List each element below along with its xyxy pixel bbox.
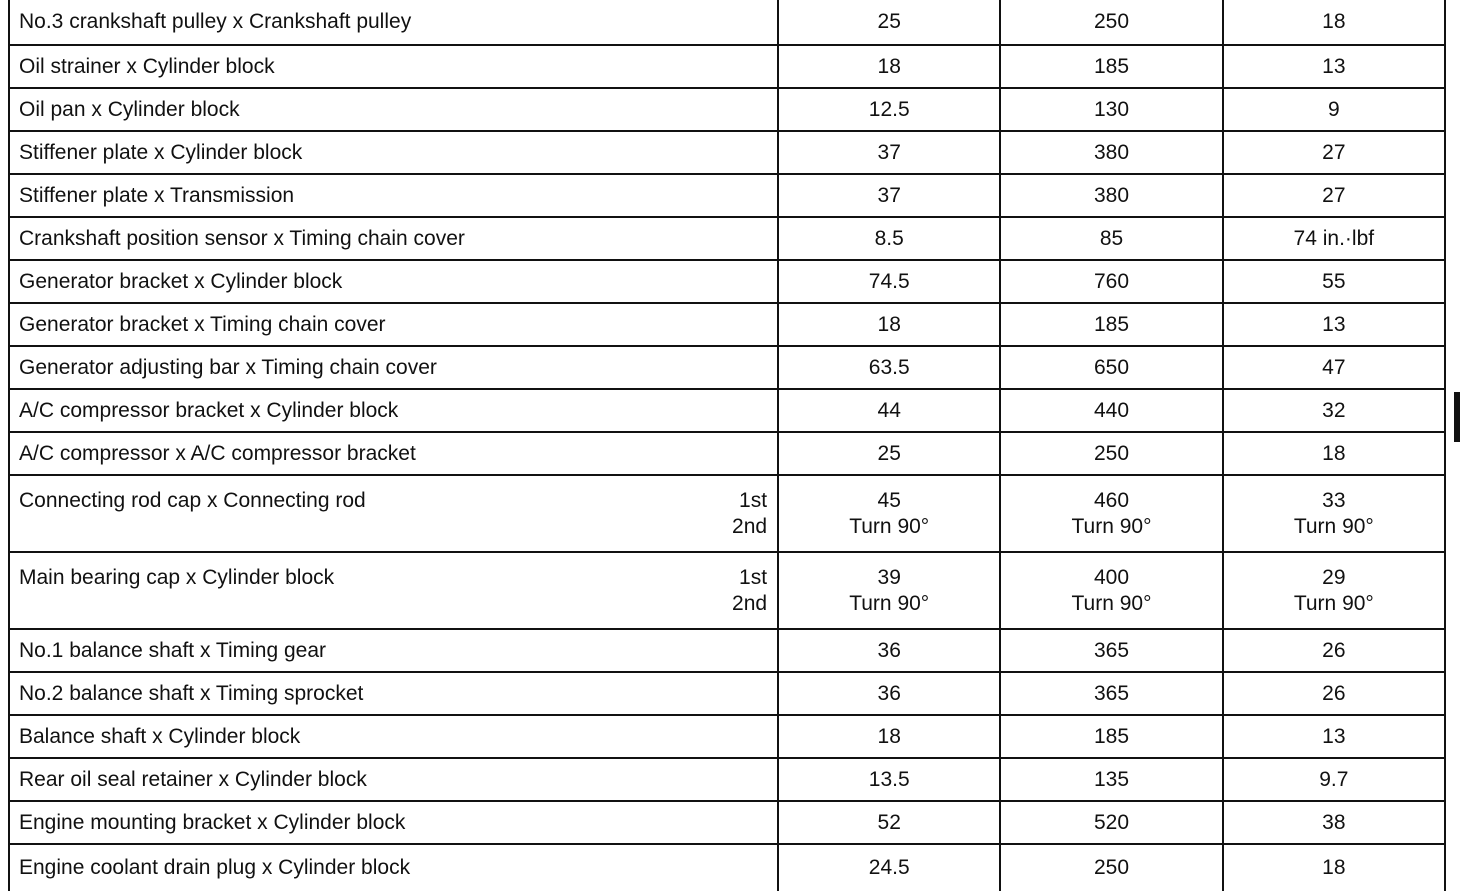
step-label-2nd: 2nd bbox=[732, 591, 768, 615]
torque-value-2nd: Turn 90° bbox=[1293, 591, 1374, 615]
torque-ft-lbf: 27 bbox=[1223, 131, 1445, 174]
torque-value-2nd: Turn 90° bbox=[849, 514, 930, 538]
torque-nm: 25 bbox=[778, 0, 1000, 45]
torque-ft-lbf: 13 bbox=[1223, 45, 1445, 88]
torque-kgf-cm: 760 bbox=[1000, 260, 1222, 303]
torque-ft-lbf: 26 bbox=[1223, 629, 1445, 672]
torque-nm bbox=[778, 552, 1000, 629]
table-row bbox=[9, 217, 1445, 260]
torque-spec-table bbox=[8, 0, 1446, 891]
torque-value-2nd: Turn 90° bbox=[1071, 591, 1152, 615]
torque-ft-lbf: 9 bbox=[1223, 88, 1445, 131]
part-name: Crankshaft position sensor x Timing chain cover bbox=[9, 217, 778, 260]
torque-value-1st: 45 bbox=[877, 488, 901, 512]
table-row bbox=[9, 672, 1445, 715]
part-name: Generator adjusting bar x Timing chain cover bbox=[9, 346, 778, 389]
torque-ft-lbf bbox=[1223, 552, 1445, 629]
torque-nm: 13.5 bbox=[778, 758, 1000, 801]
torque-kgf-cm: 135 bbox=[1000, 758, 1222, 801]
torque-value-1st: 400 bbox=[1093, 565, 1130, 589]
torque-kgf-cm: 440 bbox=[1000, 389, 1222, 432]
part-name: No.3 crankshaft pulley x Crankshaft pulley bbox=[9, 0, 778, 45]
torque-value-1st: 33 bbox=[1322, 488, 1346, 512]
torque-kgf-cm: 250 bbox=[1000, 844, 1222, 891]
table-row bbox=[9, 844, 1445, 891]
torque-nm: 52 bbox=[778, 801, 1000, 844]
torque-kgf-cm: 520 bbox=[1000, 801, 1222, 844]
torque-kgf-cm: 250 bbox=[1000, 432, 1222, 475]
part-name: Generator bracket x Timing chain cover bbox=[9, 303, 778, 346]
part-name: Engine mounting bracket x Cylinder block bbox=[9, 801, 778, 844]
torque-ft-lbf: 13 bbox=[1223, 715, 1445, 758]
torque-nm: 74.5 bbox=[778, 260, 1000, 303]
torque-ft-lbf: 26 bbox=[1223, 672, 1445, 715]
torque-ft-lbf: 38 bbox=[1223, 801, 1445, 844]
page-edge-marker bbox=[1454, 392, 1460, 442]
part-name: Connecting rod cap x Connecting rod bbox=[19, 488, 366, 512]
torque-nm bbox=[778, 475, 1000, 552]
part-name: Balance shaft x Cylinder block bbox=[9, 715, 778, 758]
torque-kgf-cm: 185 bbox=[1000, 715, 1222, 758]
torque-kgf-cm: 250 bbox=[1000, 0, 1222, 45]
torque-nm: 18 bbox=[778, 303, 1000, 346]
torque-kgf-cm: 380 bbox=[1000, 174, 1222, 217]
torque-nm: 36 bbox=[778, 629, 1000, 672]
part-cell bbox=[9, 475, 778, 552]
part-name: No.2 balance shaft x Timing sprocket bbox=[9, 672, 778, 715]
part-name: Oil strainer x Cylinder block bbox=[9, 45, 778, 88]
part-name: Oil pan x Cylinder block bbox=[9, 88, 778, 131]
torque-kgf-cm: 650 bbox=[1000, 346, 1222, 389]
torque-kgf-cm bbox=[1000, 552, 1222, 629]
table-row bbox=[9, 758, 1445, 801]
torque-kgf-cm bbox=[1000, 475, 1222, 552]
step-label-1st: 1st bbox=[739, 488, 768, 512]
table-row bbox=[9, 389, 1445, 432]
torque-nm: 12.5 bbox=[778, 88, 1000, 131]
step-labels bbox=[732, 565, 767, 617]
torque-kgf-cm: 85 bbox=[1000, 217, 1222, 260]
torque-nm: 24.5 bbox=[778, 844, 1000, 891]
torque-kgf-cm: 130 bbox=[1000, 88, 1222, 131]
step-label-2nd: 2nd bbox=[732, 514, 768, 538]
table-row bbox=[9, 45, 1445, 88]
torque-ft-lbf: 18 bbox=[1223, 432, 1445, 475]
torque-ft-lbf: 32 bbox=[1223, 389, 1445, 432]
torque-ft-lbf: 27 bbox=[1223, 174, 1445, 217]
torque-ft-lbf: 18 bbox=[1223, 844, 1445, 891]
torque-kgf-cm: 365 bbox=[1000, 672, 1222, 715]
torque-nm: 37 bbox=[778, 174, 1000, 217]
torque-value-1st: 39 bbox=[877, 565, 901, 589]
part-name: A/C compressor bracket x Cylinder block bbox=[9, 389, 778, 432]
table-row-two-step bbox=[9, 475, 1445, 552]
part-cell bbox=[9, 552, 778, 629]
torque-value-1st: 29 bbox=[1322, 565, 1346, 589]
table-row bbox=[9, 0, 1445, 45]
part-name: No.1 balance shaft x Timing gear bbox=[9, 629, 778, 672]
torque-ft-lbf: 47 bbox=[1223, 346, 1445, 389]
torque-nm: 37 bbox=[778, 131, 1000, 174]
table-row bbox=[9, 629, 1445, 672]
torque-kgf-cm: 185 bbox=[1000, 303, 1222, 346]
torque-kgf-cm: 380 bbox=[1000, 131, 1222, 174]
torque-ft-lbf: 18 bbox=[1223, 0, 1445, 45]
torque-nm: 63.5 bbox=[778, 346, 1000, 389]
table-row bbox=[9, 346, 1445, 389]
table-row bbox=[9, 432, 1445, 475]
part-name: Stiffener plate x Transmission bbox=[9, 174, 778, 217]
torque-nm: 44 bbox=[778, 389, 1000, 432]
torque-ft-lbf: 55 bbox=[1223, 260, 1445, 303]
torque-nm: 18 bbox=[778, 715, 1000, 758]
part-name: Stiffener plate x Cylinder block bbox=[9, 131, 778, 174]
torque-value-2nd: Turn 90° bbox=[1071, 514, 1152, 538]
torque-nm: 8.5 bbox=[778, 217, 1000, 260]
step-labels bbox=[732, 488, 767, 540]
torque-nm: 18 bbox=[778, 45, 1000, 88]
torque-ft-lbf bbox=[1223, 475, 1445, 552]
torque-value-2nd: Turn 90° bbox=[1293, 514, 1374, 538]
part-name: Main bearing cap x Cylinder block bbox=[19, 565, 335, 589]
table-row bbox=[9, 801, 1445, 844]
torque-ft-lbf: 9.7 bbox=[1223, 758, 1445, 801]
torque-kgf-cm: 365 bbox=[1000, 629, 1222, 672]
table-row bbox=[9, 303, 1445, 346]
step-label-1st: 1st bbox=[739, 565, 768, 589]
torque-kgf-cm: 185 bbox=[1000, 45, 1222, 88]
part-name: A/C compressor x A/C compressor bracket bbox=[9, 432, 778, 475]
table-row bbox=[9, 260, 1445, 303]
table-row bbox=[9, 131, 1445, 174]
torque-value-2nd: Turn 90° bbox=[849, 591, 930, 615]
part-name: Rear oil seal retainer x Cylinder block bbox=[9, 758, 778, 801]
table-row bbox=[9, 715, 1445, 758]
torque-nm: 25 bbox=[778, 432, 1000, 475]
table-row bbox=[9, 88, 1445, 131]
torque-ft-lbf: 74 in.·lbf bbox=[1223, 217, 1445, 260]
torque-value-1st: 460 bbox=[1093, 488, 1130, 512]
torque-nm: 36 bbox=[778, 672, 1000, 715]
part-name: Generator bracket x Cylinder block bbox=[9, 260, 778, 303]
torque-ft-lbf: 13 bbox=[1223, 303, 1445, 346]
part-name: Engine coolant drain plug x Cylinder block bbox=[9, 844, 778, 891]
table-row-two-step bbox=[9, 552, 1445, 629]
table-row bbox=[9, 174, 1445, 217]
